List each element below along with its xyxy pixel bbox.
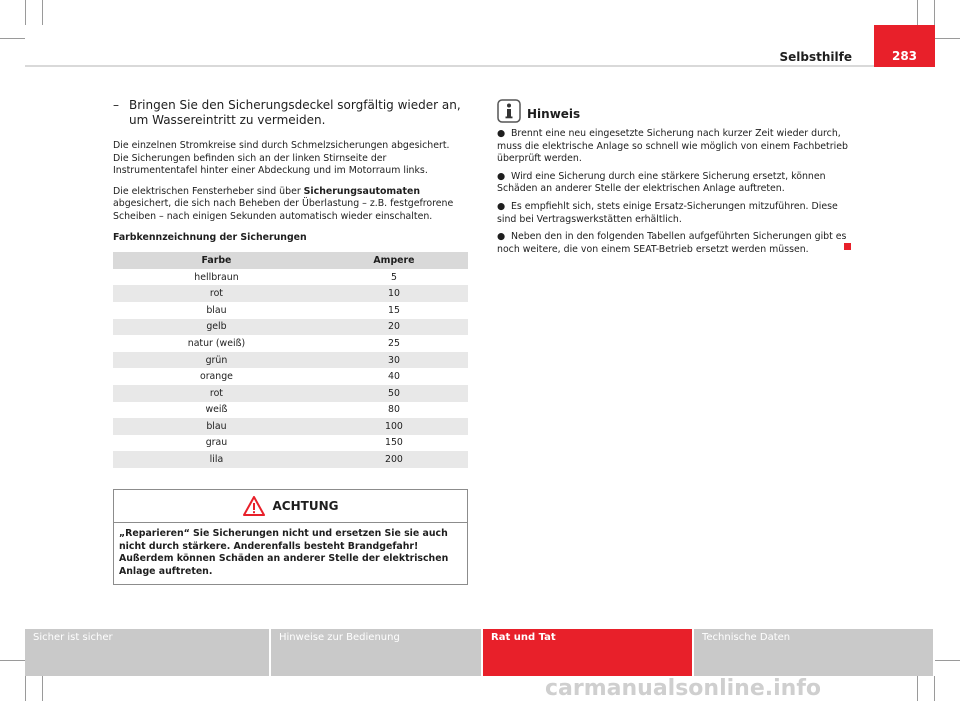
list-item [497,128,852,166]
crop-mark [42,676,43,701]
bullet-text: Neben den in den folgenden Tabellen aufgeführten Sicherungen gibt es noch weitere, die von einem SEAT-Betrieb ersetzt werden müssen. [497,231,847,255]
left-column [113,98,468,468]
footer-tab-safety[interactable]: Sicher ist sicher [25,629,269,676]
color-cell: hellbraun [194,271,239,283]
crop-mark [0,660,25,661]
ampere-cell: 30 [320,352,468,369]
window-fuse-paragraph [113,186,468,224]
ampere-cell: 10 [320,285,468,302]
bullet-marker: ● [497,231,506,243]
para2-pre: Die elektrischen Fensterheber sind über [113,185,304,197]
table-row [113,285,468,302]
list-item [497,171,852,196]
section-title: Selbsthilfe [779,50,852,64]
list-item [497,231,852,256]
right-column [497,98,852,261]
crop-mark [917,0,918,25]
table-row [113,402,468,419]
bullet-text: Wird eine Sicherung durch eine stärkere Sicherung ersetzt, können Schäden an anderer Stelle der elektrischen Anlage auftreten. [497,170,826,195]
warning-text: „Reparieren“ Sie Sicherungen nicht und ersetzen Sie sie auch nicht durch stärkere. Anderenfalls besteht Brandgefahr! Außerdem können Schäden an anderer Stelle der elektrischen Anlage auftreten. [119,528,449,577]
column-header-color: Farbe [113,252,320,269]
crop-mark [934,676,935,701]
bullet-text: Es empfiehlt sich, stets einige Ersatz-Sicherungen mitzuführen. Diese sind bei Vertragswerkstätten erhältlich. [497,200,838,225]
list-item [497,201,852,226]
bullet-marker: ● [497,170,506,182]
table-row [113,302,468,319]
table-header-row [113,252,468,269]
crop-mark [917,676,918,701]
ampere-cell: 40 [387,371,400,383]
footer-tab-operation[interactable]: Hinweise zur Bedienung [271,629,481,676]
dash-marker: – [113,98,119,112]
ampere-cell: 25 [387,337,400,349]
ampere-cell: 100 [320,418,468,435]
crop-mark [25,676,26,701]
color-cell: rot [113,385,320,402]
ampere-cell: 20 [320,319,468,336]
table-row [113,368,468,385]
note-bullet-list [497,128,852,256]
color-cell: rot [113,285,320,302]
bullet-marker: ● [497,200,506,212]
footer-chapter-nav [25,629,935,676]
dash-item-text: Bringen Sie den Sicherungsdeckel sorgfältig wieder an, um Wassereintritt zu vermeiden. [129,98,461,127]
table-row [113,435,468,452]
crop-mark [934,0,935,25]
header-rule [25,65,935,67]
ampere-cell: 200 [320,451,468,468]
warning-header [114,490,467,523]
crop-mark [0,38,25,39]
table-row [113,319,468,336]
crop-mark [42,0,43,25]
color-cell: weiß [205,404,228,416]
footer-tab-advice[interactable]: Rat und Tat [483,629,692,676]
para2-post: abgesichert, die sich nach Beheben der Überlastung – z.B. festgefrorene Scheiben – nach einigen Sekunden automatisch wieder einschalten. [113,198,454,222]
warning-box [113,489,468,585]
crop-mark [25,0,26,25]
ampere-cell: 50 [320,385,468,402]
color-cell: grau [205,437,228,449]
crop-mark [935,38,960,39]
table-row [113,352,468,369]
ampere-cell: 150 [385,437,403,449]
note-title: Hinweis [527,107,581,121]
color-cell: blau [206,304,227,316]
page-number-tab [874,25,935,67]
fuse-color-table [113,252,468,468]
crop-mark [935,660,960,661]
column-header-ampere: Ampere [320,252,468,269]
bullet-marker: ● [497,128,506,139]
color-cell: natur (weiß) [187,337,246,349]
fuse-intro-paragraph: Die einzelnen Stromkreise sind durch Schmelzsicherungen abgesichert. Die Sicherungen befinden sich an der linken Stirnseite der Instrumententafel hinter einer Abdeckung und im Motorraum links. [113,140,450,177]
ampere-cell: 15 [387,304,400,316]
info-icon [497,99,521,123]
table-row [113,451,468,468]
warning-triangle-icon [243,496,265,516]
color-cell: gelb [113,319,320,336]
table-title: Farbkennzeichnung der Sicherungen [113,231,307,243]
color-cell: lila [113,451,320,468]
end-of-section-marker [844,243,851,250]
color-cell: grün [113,352,320,369]
table-row [113,385,468,402]
table-row [113,418,468,435]
color-cell: blau [113,418,320,435]
warning-title: ACHTUNG [272,499,339,513]
watermark-text: carmanualsonline.info [545,676,821,701]
note-header [497,98,852,124]
para2-bold: Sicherungsautomaten [303,185,421,197]
page-number: 283 [891,49,918,63]
table-row [113,335,468,352]
color-cell: orange [199,371,233,383]
table-row [113,269,468,286]
bullet-text: Brennt eine neu eingesetzte Sicherung nach kurzer Zeit wieder durch, muss die elektrische Anlage so schnell wie möglich von einem Fachbetrieb überprüft werden. [497,128,848,165]
ampere-cell: 80 [387,404,400,416]
ampere-cell: 5 [390,271,397,283]
footer-tab-technical-data[interactable]: Technische Daten [694,629,933,676]
dash-list-item [113,98,468,128]
